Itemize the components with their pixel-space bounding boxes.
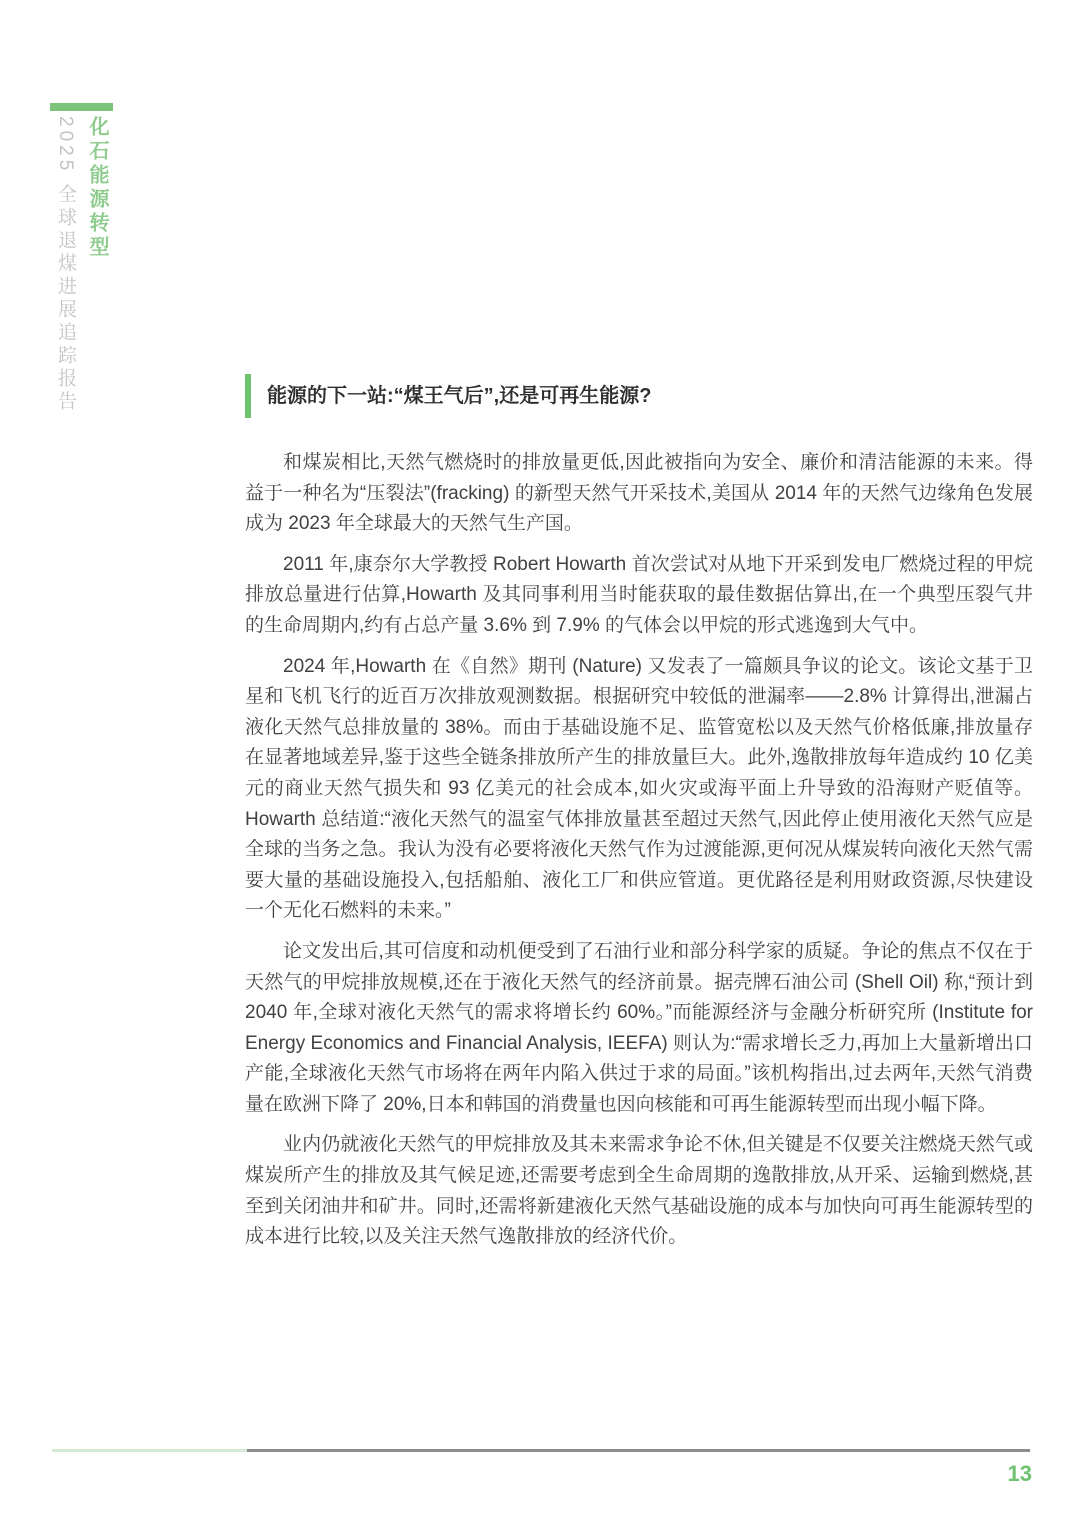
page-number: 13	[1007, 1461, 1032, 1486]
report-subtitle-vertical: 2025 全球退煤进展追踪报告	[55, 116, 76, 414]
footer-rule-gray-segment	[247, 1449, 1030, 1452]
report-series-title-vertical: 化石能源转型	[86, 116, 108, 260]
footer-rule-green-segment	[52, 1449, 247, 1452]
article-content	[245, 374, 1033, 1263]
paragraph: 2011 年,康奈尔大学教授 Robert Howarth 首次尝试对从地下开采到发电厂燃烧过程的甲烷排放总量进行估算,Howarth 及其同事利用当时能获取的最佳数据估算出,在一个典型压裂气井的生命周期内,约有占总产量 3.6% 到 7.9% 的气体会以甲烷的形式逃逸到大气中。	[245, 553, 1033, 636]
paragraph: 论文发出后,其可信度和动机便受到了石油行业和部分科学家的质疑。争论的焦点不仅在于天然气的甲烷排放规模,还在于液化天然气的经济前景。据壳牌石油公司 (Shell Oil) 称,“预计到 2040 年,全球对液化天然气的需求将增长约 60%。”而能源经济与金融分析研究所 (Institute for Energy Economics and Financial Analysis, IEEFA) 则认为:“需求增长乏力,再加上大量新增出口产能,全球液化天然气市场将在两年内陷入供过于求的局面。”该机构指出,过去两年,天然气消费量在欧洲下降了 20%,日本和韩国的消费量也因向核能和可再生能源转型而出现小幅下降。	[245, 940, 1033, 1115]
paragraph: 和煤炭相比,天然气燃烧时的排放量更低,因此被指向为安全、廉价和清洁能源的未来。得益于一种名为“压裂法”(fracking) 的新型天然气开采技术,美国从 2014 年的天然气边缘角色发展成为 2023 年全球最大的天然气生产国。	[245, 452, 1033, 535]
paragraph: 2024 年,Howarth 在《自然》期刊 (Nature) 又发表了一篇颇具争议的论文。该论文基于卫星和飞机飞行的近百万次排放观测数据。根据研究中较低的泄漏率——2.8% 计算得出,泄漏占液化天然气总排放量的 38%。而由于基础设施不足、监管宽松以及天然气价格低廉,排放量存在显著地域差异,鉴于这些全链条排放所产生的排放量巨大。此外,逸散排放每年造成约 10 亿美元的商业天然气损失和 93 亿美元的社会成本,如火灾或海平面上升导致的沿海财产贬值等。Howarth 总结道:“液化天然气的温室气体排放量甚至超过天然气,因此停止使用液化天然气应是全球的当务之急。我认为没有必要将液化天然气作为过渡能源,更何况从煤炭转向液化天然气需要大量的基础设施投入,包括船舶、液化工厂和供应管道。更优路径是利用财政资源,尽快建设一个无化石燃料的未来。”	[245, 655, 1033, 922]
paragraph: 业内仍就液化天然气的甲烷排放及其未来需求争论不休,但关键是不仅要关注燃烧天然气或煤炭所产生的排放及其气候足迹,还需要考虑到全生命周期的逸散排放,从开采、运输到燃烧,甚至到关闭油井和矿井。同时,还需将新建液化天然气基础设施的成本与加快向可再生能源转型的成本进行比较,以及关注天然气逸散排放的经济代价。	[245, 1134, 1033, 1248]
section-heading: 能源的下一站:“煤王气后”,还是可再生能源?	[245, 374, 1033, 418]
masthead-accent-bar	[50, 103, 113, 111]
